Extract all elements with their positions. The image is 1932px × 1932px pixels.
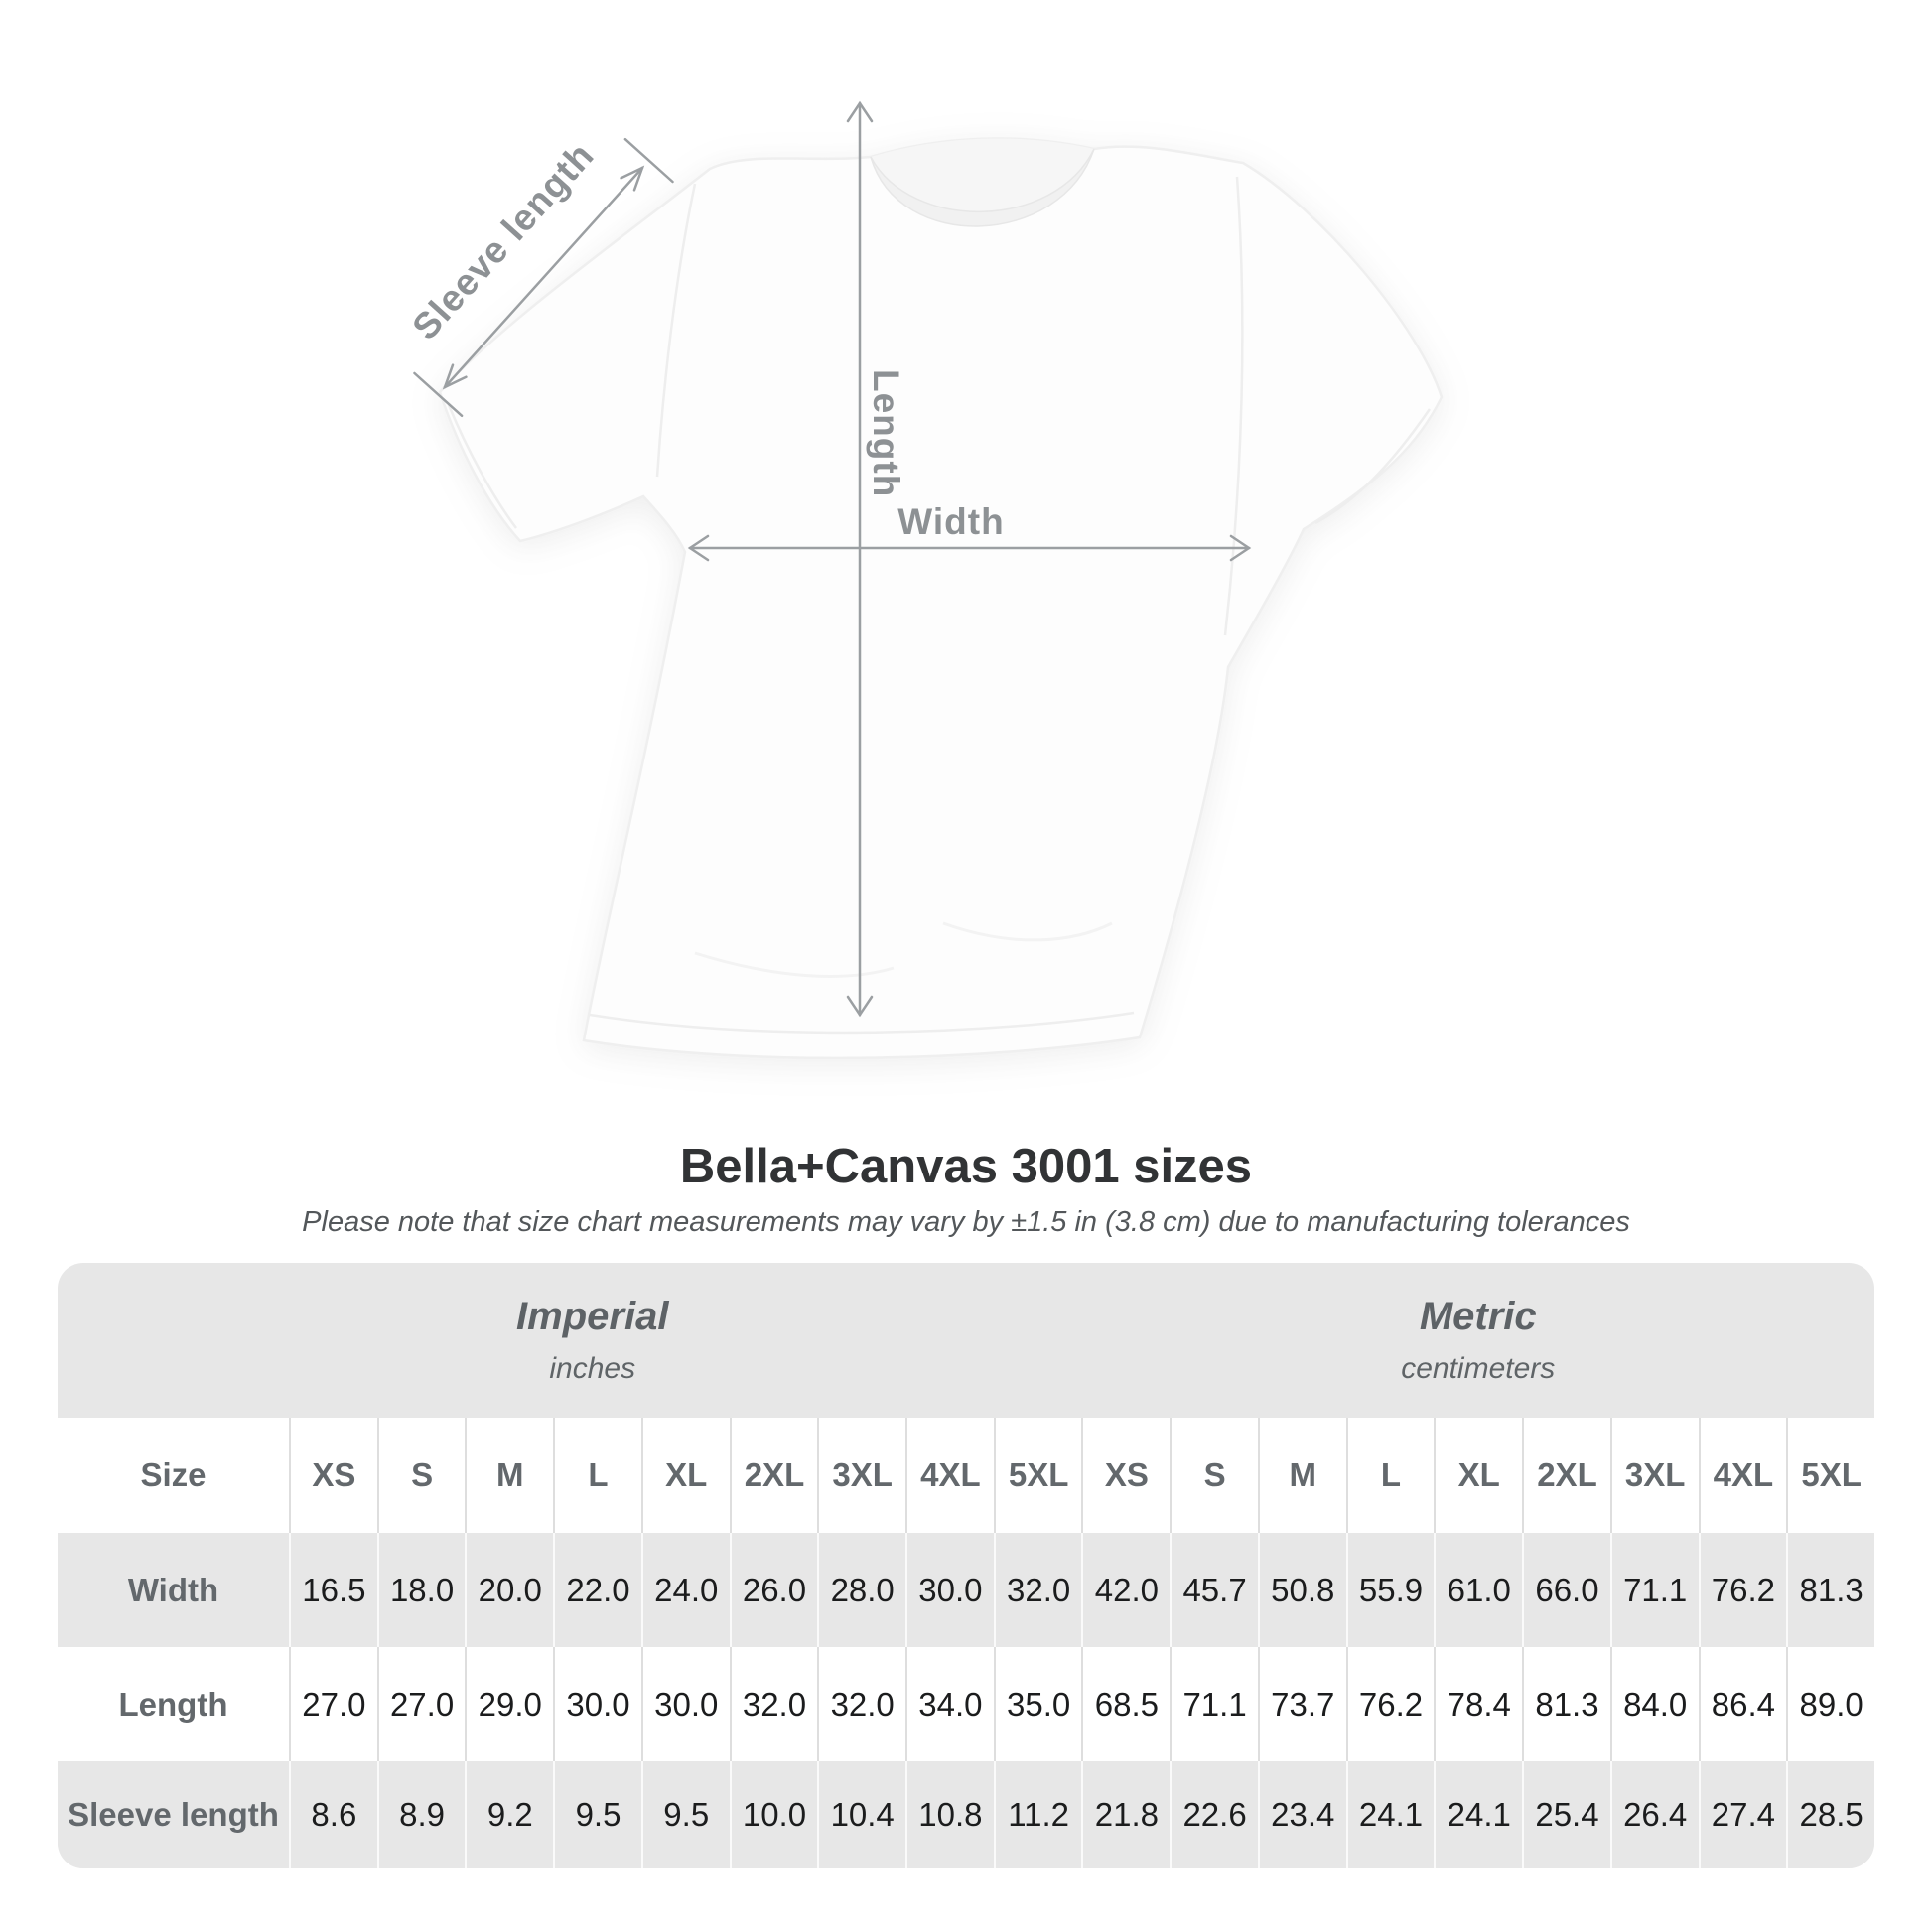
value-cell: 78.4 (1434, 1647, 1522, 1761)
value-cell: 10.4 (817, 1761, 905, 1868)
heading-block (0, 1140, 1932, 1239)
value-cell: 32.0 (817, 1647, 905, 1761)
size-header-cell: XL (641, 1418, 730, 1533)
value-cell: 25.4 (1522, 1761, 1610, 1868)
value-cell: 9.5 (553, 1761, 641, 1868)
value-cell: 29.0 (465, 1647, 553, 1761)
value-cell: 18.0 (377, 1533, 466, 1647)
size-header-cell: XS (289, 1418, 377, 1533)
value-cell: 16.5 (289, 1533, 377, 1647)
size-header-cell: M (465, 1418, 553, 1533)
value-cell: 23.4 (1258, 1761, 1346, 1868)
value-cell: 55.9 (1346, 1533, 1435, 1647)
value-cell: 86.4 (1699, 1647, 1787, 1761)
value-cell: 76.2 (1346, 1647, 1435, 1761)
tshirt-body (440, 139, 1442, 1058)
value-cell: 26.0 (730, 1533, 818, 1647)
value-cell: 30.0 (553, 1647, 641, 1761)
value-cell: 24.0 (641, 1533, 730, 1647)
value-cell: 89.0 (1786, 1647, 1874, 1761)
value-cell: 34.0 (905, 1647, 994, 1761)
size-header-cell: 2XL (730, 1418, 818, 1533)
value-cell: 26.4 (1610, 1761, 1699, 1868)
value-cell: 61.0 (1434, 1533, 1522, 1647)
value-cell: 76.2 (1699, 1533, 1787, 1647)
size-header-cell: XS (1081, 1418, 1170, 1533)
value-cell: 22.0 (553, 1533, 641, 1647)
size-header-cell: L (1346, 1418, 1435, 1533)
size-header-cell: L (553, 1418, 641, 1533)
unit-header-imperial (58, 1263, 1082, 1418)
metric-label: Metric (1419, 1295, 1537, 1338)
value-cell: 20.0 (465, 1533, 553, 1647)
value-cell: 28.5 (1786, 1761, 1874, 1868)
size-header-cell: 5XL (1786, 1418, 1874, 1533)
value-cell: 73.7 (1258, 1647, 1346, 1761)
value-cell: 9.5 (641, 1761, 730, 1868)
row-label: Width (127, 1571, 219, 1608)
page-title: Bella+Canvas 3001 sizes (679, 1140, 1253, 1193)
value-cell: 45.7 (1170, 1533, 1258, 1647)
value-cell: 81.3 (1786, 1533, 1874, 1647)
value-cell: 10.8 (905, 1761, 994, 1868)
value-cell: 71.1 (1170, 1647, 1258, 1761)
value-cell: 8.6 (289, 1761, 377, 1868)
size-header-cell: 3XL (1610, 1418, 1699, 1533)
value-cell: 24.1 (1346, 1761, 1435, 1868)
value-cell: 28.0 (817, 1533, 905, 1647)
size-header-cell: XL (1434, 1418, 1522, 1533)
value-cell: 50.8 (1258, 1533, 1346, 1647)
value-cell: 11.2 (994, 1761, 1082, 1868)
size-header-cell: 5XL (994, 1418, 1082, 1533)
value-cell: 8.9 (377, 1761, 466, 1868)
size-header-cell: 3XL (817, 1418, 905, 1533)
value-cell: 32.0 (994, 1533, 1082, 1647)
value-cell: 68.5 (1081, 1647, 1170, 1761)
sleeve-length-label: Sleeve length (404, 134, 603, 347)
size-header-cell: 4XL (1699, 1418, 1787, 1533)
table-row-width (58, 1533, 1874, 1647)
tolerance-note: Please note that size chart measurements may vary by ±1.5 in (3.8 cm) due to manufacturing tolerances (302, 1205, 1630, 1238)
value-cell: 27.4 (1699, 1761, 1787, 1868)
length-label: Length (866, 369, 906, 498)
size-header-cell: 2XL (1522, 1418, 1610, 1533)
value-cell: 30.0 (905, 1533, 994, 1647)
value-cell: 21.8 (1081, 1761, 1170, 1868)
value-cell: 71.1 (1610, 1533, 1699, 1647)
size-header-row (58, 1418, 1874, 1533)
value-cell: 42.0 (1081, 1533, 1170, 1647)
metric-unit: centimeters (1401, 1352, 1556, 1385)
value-cell: 22.6 (1170, 1761, 1258, 1868)
value-cell: 9.2 (465, 1761, 553, 1868)
table-row-length (58, 1647, 1874, 1761)
value-cell: 30.0 (641, 1647, 730, 1761)
row-label: Length (118, 1685, 228, 1723)
value-cell: 10.0 (730, 1761, 818, 1868)
size-corner-label: Size (140, 1456, 207, 1493)
value-cell: 24.1 (1434, 1761, 1522, 1868)
value-cell: 27.0 (377, 1647, 466, 1761)
unit-header-row (58, 1263, 1874, 1418)
value-cell: 35.0 (994, 1647, 1082, 1761)
width-label: Width (897, 501, 1005, 542)
size-header-cell: S (1170, 1418, 1258, 1533)
value-cell: 66.0 (1522, 1533, 1610, 1647)
value-cell: 32.0 (730, 1647, 818, 1761)
value-cell: 81.3 (1522, 1647, 1610, 1761)
size-table (58, 1263, 1874, 1868)
table-row-sleeve-length (58, 1761, 1874, 1868)
size-header-cell: M (1258, 1418, 1346, 1533)
imperial-label: Imperial (516, 1295, 669, 1338)
row-label: Sleeve length (68, 1796, 279, 1833)
imperial-unit: inches (549, 1352, 636, 1385)
size-header-cell: S (377, 1418, 466, 1533)
size-header-cell: 4XL (905, 1418, 994, 1533)
value-cell: 84.0 (1610, 1647, 1699, 1761)
tshirt-illustration (440, 139, 1442, 1058)
unit-header-metric (1082, 1263, 1875, 1418)
value-cell: 27.0 (289, 1647, 377, 1761)
